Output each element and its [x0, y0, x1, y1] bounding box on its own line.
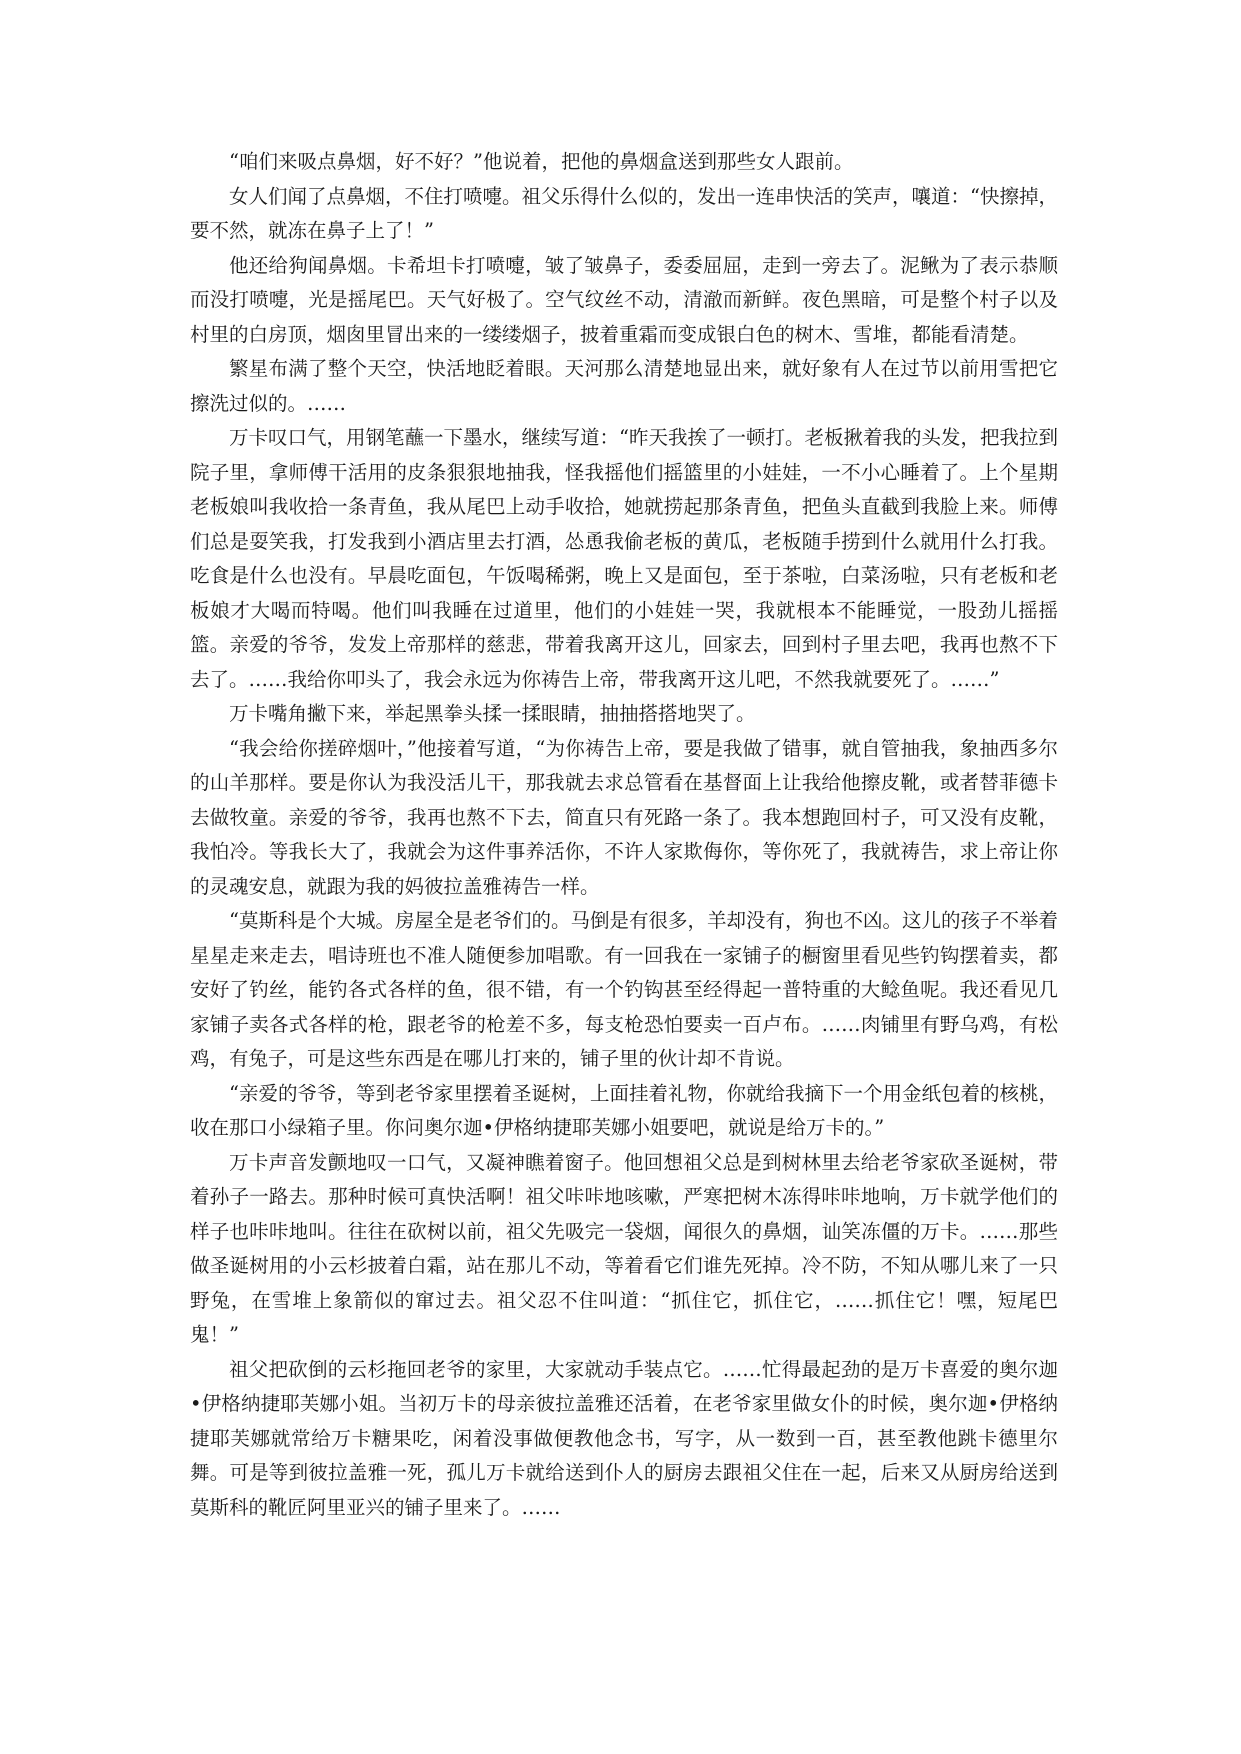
paragraph: 祖父把砍倒的云杉拖回老爷的家里，大家就动手装点它。……忙得最起劲的是万卡喜爱的奥尔迦•伊格纳捷耶芙娜小姐。当初万卡的母亲彼拉盖雅还活着，在老爷家里做女仆的时候，奥尔迦•伊格纳捷耶芙娜就常给万卡糖果吃，闲着没事做便教他念书，写字，从一数到一百，甚至教他跳卡德里尔舞。可是等到彼拉盖雅一死，孤儿万卡就给送到仆人的厨房去跟祖父住在一起，后来又从厨房给送到莫斯科的靴匠阿里亚兴的铺子里来了。……	[190, 1357, 1058, 1519]
paragraph: “莫斯科是个大城。房屋全是老爷们的。马倒是有很多，羊却没有，狗也不凶。这儿的孩子不举着星星走来走去，唱诗班也不准人随便参加唱歌。有一回我在一家铺子的橱窗里看见些钓钩摆着卖，都安好了钓丝，能钓各式各样的鱼，很不错，有一个钓钩甚至经得起一普特重的大鲶鱼呢。我还看见几家铺子卖各式各样的枪，跟老爷的枪差不多，每支枪恐怕要卖一百卢布。……肉铺里有野乌鸡，有松鸡，有兔子，可是这些东西是在哪儿打来的，铺子里的伙计却不肯说。	[190, 909, 1058, 1070]
paragraph: 女人们闻了点鼻烟，不住打喷嚏。祖父乐得什么似的，发出一连串快活的笑声，嚷道：“快擦掉，要不然，就冻在鼻子上了！”	[190, 184, 1058, 242]
paragraph: “我会给你搓碎烟叶，”他接着写道，“为你祷告上帝，要是我做了错事，就自管抽我，象抽西多尔的山羊那样。要是你认为我没活儿干，那我就去求总管看在基督面上让我给他擦皮靴，或者替菲德卡去做牧童。亲爱的爷爷，我再也熬不下去，简直只有死路一条了。我本想跑回村子，可又没有皮靴，我怕冷。等我长大了，我就会为这件事养活你，不许人家欺侮你，等你死了，我就祷告，求上帝让你的灵魂安息，就跟为我的妈彼拉盖雅祷告一样。	[190, 736, 1058, 898]
paragraph: 他还给狗闻鼻烟。卡希坦卡打喷嚏，皱了皱鼻子，委委屈屈，走到一旁去了。泥鳅为了表示恭顺而没打喷嚏，光是摇尾巴。天气好极了。空气纹丝不动，清澈而新鲜。夜色黑暗，可是整个村子以及村里的白房顶，烟囱里冒出来的一缕缕烟子，披着重霜而变成银白色的树木、雪堆，都能看清楚。	[190, 253, 1058, 346]
paragraph: “咱们来吸点鼻烟，好不好？”他说着，把他的鼻烟盒送到那些女人跟前。	[229, 150, 854, 173]
paragraph: 万卡嘴角撇下来，举起黑拳头揉一揉眼睛，抽抽搭搭地哭了。	[229, 702, 756, 725]
paragraph: 万卡声音发颤地叹一口气，又凝神瞧着窗子。他回想祖父总是到树林里去给老爷家砍圣诞树，带着孙子一路去。那种时候可真快活啊！祖父咔咔地咳嗽，严寒把树木冻得咔咔地响，万卡就学他们的样子也咔咔地叫。往往在砍树以前，祖父先吸完一袋烟，闻很久的鼻烟，讪笑冻僵的万卡。……那些做圣诞树用的小云杉披着白霜，站在那儿不动，等着看它们谁先死掉。冷不防，不知从哪儿来了一只野兔，在雪堆上象箭似的窜过去。祖父忍不住叫道：“抓住它，抓住它，……抓住它！嘿，短尾巴鬼！”	[190, 1150, 1058, 1346]
paragraph: 万卡叹口气，用钢笔蘸一下墨水，继续写道：“昨天我挨了一顿打。老板揪着我的头发，把我拉到院子里，拿师傅干活用的皮条狠狠地抽我，怪我摇他们摇篮里的小娃娃，一不小心睡着了。上个星期老板娘叫我收拾一条青鱼，我从尾巴上动手收拾，她就捞起那条青鱼，把鱼头直截到我脸上来。师傅们总是耍笑我，打发我到小酒店里去打酒，怂恿我偷老板的黄瓜，老板随手捞到什么就用什么打我。吃食是什么也没有。早晨吃面包，午饭喝稀粥，晚上又是面包，至于茶啦，白菜汤啦，只有老板和老板娘才大喝而特喝。他们叫我睡在过道里，他们的小娃娃一哭，我就根本不能睡觉，一股劲儿摇摇篮。亲爱的爷爷，发发上帝那样的慈悲，带着我离开这儿，回家去，回到村子里去吧，我再也熬不下去了。……我给你叩头了，我会永远为你祷告上帝，带我离开这儿吧，不然我就要死了。……”	[190, 426, 1058, 691]
paragraph: “亲爱的爷爷，等到老爷家里摆着圣诞树，上面挂着礼物，你就给我摘下一个用金纸包着的核桃，收在那口小绿箱子里。你问奥尔迦•伊格纳捷耶芙娜小姐要吧，就说是给万卡的。”	[190, 1081, 1058, 1139]
document-page	[190, 145, 1058, 1525]
paragraph: 繁星布满了整个天空，快活地眨着眼。天河那么清楚地显出来，就好象有人在过节以前用雪把它擦洗过似的。……	[190, 357, 1058, 415]
